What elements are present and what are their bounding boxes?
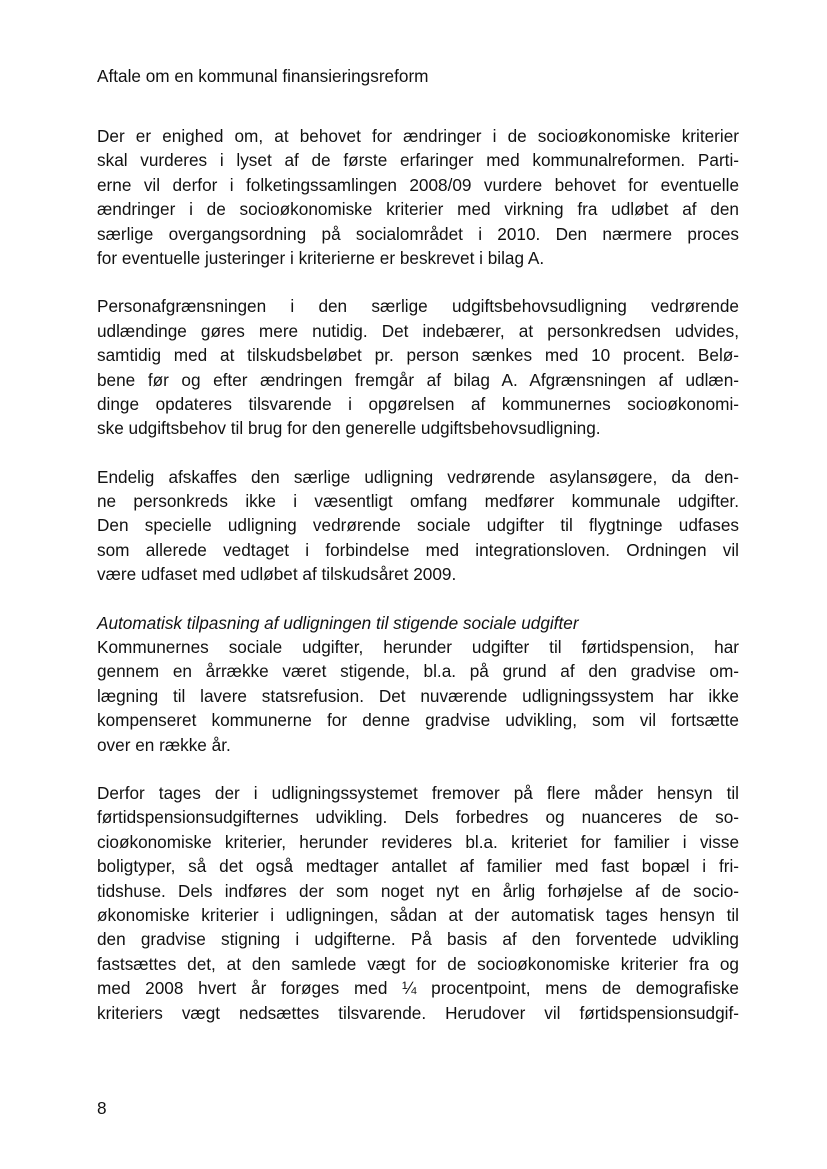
text-line: Endelig afskaffes den særlige udligning vedrørende asylansøgere, da den-: [97, 466, 739, 487]
text-line: ændringer i de socioøkonomiske kriterier med virkning fra udløbet af den: [97, 199, 739, 220]
text-line: over en række år.: [97, 734, 231, 755]
text-line: gennem en årrække været stigende, bl.a. på grund af den gradvise om-: [97, 661, 739, 682]
text-line: særlige overgangsordning på socialområdet i 2010. Den nærmere proces: [97, 223, 739, 244]
text-line: fastsættes det, at den samlede vægt for de socioøkonomiske kriterier fra og: [97, 953, 739, 974]
text-line: Der er enighed om, at behovet for ændringer i de socioøkonomiske kriterier: [97, 126, 739, 146]
text-line: dinge opdateres tilsvarende i opgørelsen af kommunernes socioøkonomi-: [97, 393, 739, 414]
text-line: være udfaset med udløbet af tilskudsåret 2009.: [97, 564, 457, 585]
text-line: Den specielle udligning vedrørende sociale udgifter til flygtninge udfases: [97, 515, 739, 536]
text-line: erne vil derfor i folketingssamlingen 2008/09 vurdere behovet for eventuelle: [97, 174, 739, 195]
text-line: Kommunernes sociale udgifter, herunder udgifter til førtidspension, har: [97, 637, 739, 658]
text-line: Derfor tages der i udligningssystemet fremover på flere måder hensyn til: [97, 782, 739, 803]
text-line: Personafgrænsningen i den særlige udgiftsbehovsudligning vedrørende: [97, 296, 739, 317]
text-line: lægning til lavere statsrefusion. Det nuværende udligningssystem har ikke: [97, 685, 739, 706]
text-line: ske udgiftsbehov til brug for den generelle udgiftsbehovsudligning.: [97, 418, 601, 439]
text-line: kriteriers vægt nedsættes tilsvarende. Herudover vil førtidspensionsudgif-: [97, 1002, 739, 1023]
running-header: Aftale om en kommunal finansieringsreform: [97, 66, 429, 86]
text-line: tidshuse. Dels indføres der som noget nyt en årlig forhøjelse af de socio-: [97, 880, 739, 901]
section-subheading: Automatisk tilpasning af udligningen til stigende sociale udgifter: [97, 612, 579, 633]
text-line: samtidig med at tilskudsbeløbet pr. person sænkes med 10 procent. Belø-: [97, 345, 739, 366]
text-line: den gradvise stigning i udgifterne. På basis af den forventede udvikling: [97, 929, 739, 950]
text-line: med 2008 hvert år forøges med ¼ procentpoint, mens de demografiske: [97, 978, 739, 999]
text-line: udlændinge gøres mere nutidig. Det indebærer, at personkredsen udvides,: [97, 320, 739, 341]
page-number: 8: [97, 1098, 107, 1118]
paragraph-early-retirement-expenses: [97, 781, 739, 1025]
text-line: for eventuelle justeringer i kriterierne er beskrevet i bilag A.: [97, 247, 545, 268]
body-text: [97, 124, 739, 1049]
text-line: førtidspensionsudgifternes udvikling. Dels forbedres og nuanceres de so-: [97, 807, 739, 828]
text-line: boligtyper, så det også medtager antallet af familier med fast bopæl i fri-: [97, 856, 739, 877]
text-line: som allerede vedtaget i forbindelse med integrationsloven. Ordningen vil: [97, 539, 739, 560]
text-line: økonomiske kriterier i udligningen, sådan at der automatisk tages hensyn til: [97, 904, 739, 925]
text-line: skal vurderes i lyset af de første erfaringer med kommunalreformen. Parti-: [97, 150, 739, 171]
paragraph-socioeconomic-criteria: [97, 124, 739, 270]
text-line: kompenseret kommunerne for denne gradvise udvikling, som vil fortsætte: [97, 710, 739, 731]
paragraph-foreigners-equalization: [97, 294, 739, 440]
paragraph-automatic-adjustment: [97, 611, 739, 757]
text-line: bene før og efter ændringen fremgår af bilag A. Afgrænsningen af udlæn-: [97, 369, 739, 390]
paragraph-asylum-seekers: [97, 465, 739, 587]
text-line: ne personkreds ikke i væsentligt omfang medfører kommunale udgifter.: [97, 491, 739, 512]
text-line: cioøkonomiske kriterier, herunder revideres bl.a. kriteriet for familier i visse: [97, 831, 739, 852]
